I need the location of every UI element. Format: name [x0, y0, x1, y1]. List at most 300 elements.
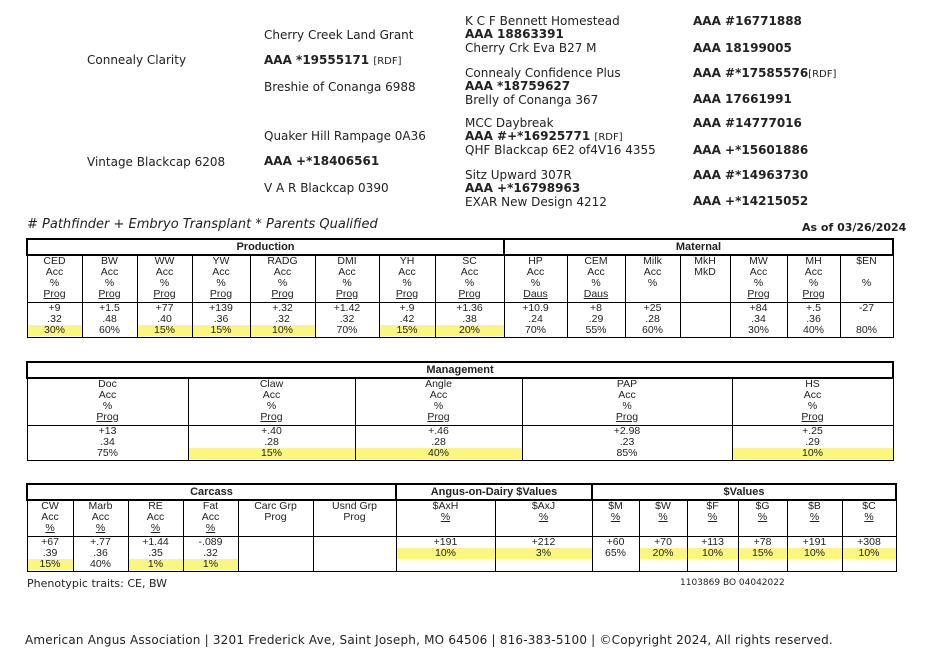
sire-side-name-bottom: V A R Blackcap 0390: [264, 181, 389, 195]
production-header-radg-line: %: [277, 277, 288, 289]
maternal-value-hp-line: 70%: [524, 323, 546, 336]
carcass-value-cw-line: +67: [41, 535, 59, 548]
carcass-header-cw-line: %: [45, 522, 55, 534]
dairy-value-axh: [396, 536, 495, 571]
maternal-header-milk-line: [626, 289, 680, 300]
maternal-header-hp-line: Acc: [526, 266, 545, 278]
values-value-g: [738, 536, 787, 571]
production-header-yw: [192, 255, 250, 302]
production-header-bw-line: %: [104, 277, 115, 289]
maternal-header-cem-line: Acc: [587, 266, 605, 278]
values-value-w: [639, 536, 687, 571]
maternal-value-en-line: -27: [858, 301, 875, 314]
carcass-value-usndgrp: [313, 536, 396, 571]
production-value-sc-line: 20%: [436, 325, 504, 336]
carcass-value-fat-line: .32: [203, 546, 218, 559]
gp-3-name: MCC Daybreak: [465, 116, 554, 130]
maternal-value-cem-line: .29: [588, 312, 604, 325]
management-header-pap-line: PAP: [616, 378, 638, 390]
carcass-header-marb: [73, 500, 128, 536]
dam-name-top: Cherry Creek Land Grant: [264, 28, 414, 42]
management-value-claw-line: 15%: [189, 448, 355, 459]
carcass-value-carcgrp-line: [239, 537, 313, 548]
carcass-value-carcgrp-line: [239, 548, 313, 559]
production-header-yh-line: %: [402, 277, 412, 289]
production-value-radg-line: 10%: [251, 325, 315, 336]
management-value-pap-line: +2.98: [613, 424, 641, 437]
values-header-b-line: %: [809, 511, 820, 523]
maternal-header-cem-line: CEM: [584, 255, 608, 267]
values-header-b: [787, 500, 842, 536]
production-header-ww: [137, 255, 192, 302]
rdf-tag: [RDF]: [808, 69, 837, 80]
production-value-sc: [435, 302, 504, 337]
carcass-value-marb: [73, 536, 128, 571]
maternal-value-milk-line: 60%: [641, 323, 663, 336]
carcass-value-re: [128, 536, 183, 571]
maternal-header-mkh-line: [681, 278, 730, 289]
production-header-ced: [27, 255, 82, 302]
management-value-claw-line: +.40: [261, 424, 282, 437]
ggp-reg-3-line: [693, 66, 836, 80]
dairy-title: Angus-on-Dairy $Values: [396, 484, 592, 500]
production-value-ww-line: .40: [157, 312, 172, 325]
gp-1-reg: AAA 18863391: [465, 27, 564, 41]
production-header-sc: [435, 255, 504, 302]
production-header-ced-line: Prog: [43, 288, 66, 300]
maternal-header-mw-line: Prog: [747, 288, 770, 300]
management-header-hs-line: Prog: [801, 411, 824, 423]
production-value-yw-line: 15%: [193, 325, 250, 336]
carcass-value-usndgrp-line: [314, 559, 396, 570]
management-value-doc: [27, 425, 188, 460]
management-value-pap-line: .23: [619, 435, 635, 448]
management-header-doc-line: Doc: [98, 378, 117, 390]
maternal-header-hp-line: %: [530, 277, 541, 289]
gp-4-name2: EXAR New Design 4212: [465, 195, 607, 209]
gp-3-reg: AAA #+*16925771: [465, 129, 591, 143]
maternal-value-en-line: 80%: [855, 323, 877, 336]
production-header-radg-line: RADG: [267, 255, 298, 267]
carcass-header-marb-line: %: [95, 522, 106, 534]
production-value-ced: [27, 302, 82, 337]
management-header-claw-line: Claw: [259, 378, 284, 390]
carcass-header-fat-line: %: [205, 522, 216, 534]
carcass-header-marb-line: Acc: [91, 511, 110, 523]
carcass-header-usndgrp-line: Usnd Grp: [332, 500, 377, 512]
carcass-value-carcgrp-line: [239, 559, 313, 570]
values-value-w-line: 20%: [640, 548, 687, 559]
carcass-value-carcgrp: [238, 536, 313, 571]
ggp-reg-1: AAA #16771888: [693, 14, 802, 28]
carcass-header-usndgrp-line: Prog: [343, 511, 366, 523]
management-value-angle: [355, 425, 522, 460]
management-header-pap-line: Acc: [618, 389, 636, 401]
production-value-yw-line: +139: [209, 301, 233, 314]
maternal-header-cem: [567, 255, 625, 302]
management-value-claw-line: .28: [264, 435, 279, 448]
management-header-angle-line: %: [433, 400, 444, 412]
management-value-pap-line: 85%: [616, 446, 638, 459]
values-value-c-line: 10%: [843, 548, 896, 559]
production-header-dmi-line: DMI: [337, 255, 357, 267]
production-header-ww-line: WW: [154, 255, 175, 267]
carcass-header-usndgrp: [313, 500, 396, 536]
management-value-hs-line: .29: [805, 435, 820, 448]
ggp-reg-4: AAA 17661991: [693, 92, 792, 106]
maternal-header-en: [840, 255, 893, 302]
maternal-value-milk-line: +25: [643, 301, 662, 314]
maternal-value-mkh-line: [681, 314, 730, 325]
maternal-header-hp-line: HP: [528, 255, 543, 267]
sire-side-name-top: Quaker Hill Rampage 0A36: [264, 129, 426, 143]
document-code: 1103869 BO 04042022: [680, 578, 785, 588]
carcass-header-re: [128, 500, 183, 536]
maternal-value-mw-line: +84: [749, 301, 768, 314]
dairy-header-axj-line: $AxJ: [531, 500, 556, 512]
production-header-dmi: [315, 255, 379, 302]
production-header-ww-line: %: [159, 277, 170, 289]
production-maternal-table: [26, 238, 894, 338]
maternal-value-mh-line: +.5: [806, 301, 821, 314]
production-header-yh-line: Acc: [398, 266, 416, 278]
production-header-dmi-line: Prog: [335, 288, 359, 300]
carcass-value-marb-line: 40%: [89, 557, 111, 570]
management-header-hs-line: Acc: [803, 389, 822, 401]
production-header-dmi-line: %: [342, 277, 352, 289]
maternal-header-mkh-line: [681, 289, 730, 300]
carcass-value-cw-line: .39: [42, 546, 58, 559]
maternal-value-mw: [730, 302, 787, 337]
dairy-value-axh-line: 10%: [397, 548, 495, 559]
production-header-ced-line: CED: [43, 255, 66, 267]
production-header-ced-line: Acc: [45, 266, 64, 278]
ggp-reg-7: AAA #*14963730: [693, 168, 809, 182]
values-header-f-line: $F: [706, 500, 719, 512]
dam-registration: [264, 53, 402, 67]
carcass-header-carcgrp: [238, 500, 313, 536]
production-header-yw-line: Prog: [209, 288, 233, 300]
maternal-value-cem-line: +8: [590, 301, 602, 314]
values-value-f-line: 10%: [688, 548, 738, 559]
production-header-ww-line: Prog: [153, 288, 176, 300]
values-value-g-line: 15%: [739, 548, 787, 559]
values-value-b-line: 10%: [788, 548, 842, 559]
carcass-value-cw-line: 15%: [28, 559, 73, 570]
values-header-f: [687, 500, 738, 536]
values-value-f: [687, 536, 738, 571]
management-value-doc-line: +13: [98, 424, 117, 437]
dairy-header-axh-line: %: [440, 511, 451, 523]
values-header-c-line: $C: [862, 500, 876, 512]
management-header-angle-line: Angle: [425, 378, 452, 390]
management-value-angle-line: 40%: [356, 448, 522, 459]
management-header-pap-line: Prog: [615, 411, 639, 423]
carcass-dairy-values-table: [26, 483, 897, 572]
carcass-value-marb-line: .36: [93, 546, 108, 559]
maternal-header-mw: [730, 255, 787, 302]
carcass-header-carcgrp-line: Prog: [264, 511, 287, 523]
management-value-doc-line: .34: [100, 435, 115, 448]
values-value-g-line: +78: [753, 535, 772, 548]
carcass-value-fat-line: 1%: [184, 559, 238, 570]
dairy-value-axj-line: 3%: [496, 548, 592, 559]
maternal-header-hp: [504, 255, 567, 302]
maternal-value-milk-line: .28: [645, 312, 660, 325]
maternal-header-hp-line: Daus: [523, 288, 548, 300]
gp-2-name2: Brelly of Conanga 367: [465, 93, 599, 107]
carcass-value-re-line: +1.44: [142, 535, 169, 548]
values-value-b-line: +191: [802, 535, 827, 548]
production-header-yw-line: Acc: [212, 266, 230, 278]
management-header-doc-line: Prog: [96, 411, 119, 423]
maternal-header-mkh: [680, 255, 730, 302]
maternal-header-mw-line: MW: [749, 255, 768, 267]
values-value-m: [592, 536, 639, 571]
dam-name-bottom: Breshie of Conanga 6988: [264, 80, 416, 94]
management-header-doc-line: Acc: [98, 389, 117, 401]
production-value-dmi-line: 70%: [336, 323, 358, 336]
gp-1-name2: Cherry Crk Eva B27 M: [465, 41, 597, 55]
maternal-value-mw-line: 30%: [747, 323, 769, 336]
management-header-hs: [732, 378, 893, 425]
production-value-radg-line: +.32: [272, 301, 293, 314]
production-header-sc-line: %: [464, 277, 475, 289]
gp-3-registration: [465, 129, 623, 143]
management-value-angle-line: .28: [431, 435, 446, 448]
maternal-value-mw-line: .34: [751, 312, 766, 325]
production-value-sc-line: .38: [462, 312, 477, 325]
values-title: $Values: [592, 484, 896, 500]
sire-name: Vintage Blackcap 6208: [87, 155, 226, 169]
management-header-claw-line: %: [266, 400, 277, 412]
gp-4-name: Sitz Upward 307R: [465, 168, 572, 182]
symbol-legend: # Pathfinder + Embryo Transplant * Parents Qualified: [27, 217, 378, 232]
production-value-ced-line: .32: [47, 312, 62, 325]
production-value-bw: [82, 302, 137, 337]
maternal-header-en-line: $EN: [856, 255, 877, 267]
dairy-header-axh-line: $AxH: [432, 500, 459, 512]
management-header-claw-line: Prog: [260, 411, 283, 423]
carcass-header-fat-line: Fat: [202, 500, 219, 512]
production-header-sc-line: Prog: [458, 288, 481, 300]
management-header-angle-line: Acc: [429, 389, 448, 401]
carcass-header-re-line: %: [150, 522, 161, 534]
carcass-header-cw: [27, 500, 73, 536]
values-value-m-line: +60: [606, 535, 625, 548]
dairy-header-axh: [396, 500, 495, 536]
maternal-value-mkh-line: [681, 325, 730, 336]
production-value-dmi-line: +1.42: [333, 301, 361, 314]
maternal-value-mh-line: .36: [806, 312, 821, 325]
carcass-value-usndgrp-line: [314, 537, 396, 548]
production-header-ced-line: %: [49, 277, 60, 289]
carcass-header-re-line: RE: [148, 500, 163, 512]
management-header-claw: [188, 378, 355, 425]
production-value-dmi-line: .32: [339, 312, 355, 325]
management-value-claw: [188, 425, 355, 460]
management-table: [26, 361, 894, 461]
ggp-reg-2: AAA 18199005: [693, 41, 792, 55]
values-header-g-line: $G: [755, 500, 770, 512]
maternal-header-cem-line: Daus: [583, 288, 609, 300]
production-header-sc-line: Acc: [460, 266, 479, 278]
carcass-value-usndgrp-line: [314, 548, 396, 559]
production-header-ww-line: Acc: [155, 266, 174, 278]
carcass-header-fat: [183, 500, 238, 536]
values-header-w-line: $W: [655, 500, 671, 512]
production-title: Production: [27, 239, 504, 255]
management-header-hs-line: HS: [805, 378, 820, 390]
values-header-m-line: %: [610, 511, 621, 523]
production-value-yh-line: +.9: [399, 301, 415, 314]
production-header-dmi-line: Acc: [338, 266, 356, 278]
animal-name: Connealy Clarity: [87, 53, 187, 67]
production-value-yh-line: .42: [399, 312, 415, 325]
carcass-value-marb-line: +.77: [90, 535, 111, 548]
production-header-radg-line: Prog: [271, 288, 294, 300]
values-header-m-line: $M: [608, 500, 623, 512]
production-header-sc-line: SC: [462, 255, 477, 267]
maternal-title: Maternal: [504, 239, 893, 255]
maternal-header-milk: [625, 255, 680, 302]
management-header-doc: [27, 378, 188, 425]
management-value-hs: [732, 425, 893, 460]
footer: American Angus Association | 3201 Frederick Ave, Saint Joseph, MO 64506 | 816-383-5100 | ©Copyright 2024, All rights reserved.: [25, 633, 833, 647]
maternal-header-mkh-line: MkD: [694, 266, 716, 278]
production-value-ced-line: 30%: [28, 325, 82, 336]
maternal-header-mh-line: %: [808, 277, 819, 289]
maternal-header-mh-line: MH: [805, 255, 822, 267]
as-of-date: As of 03/26/2024: [802, 221, 907, 234]
management-header-angle: [355, 378, 522, 425]
management-value-hs-line: 10%: [733, 448, 893, 459]
gp-2-reg: AAA *18759627: [465, 79, 571, 93]
carcass-header-carcgrp-line: [239, 523, 313, 534]
maternal-header-mkh-line: MkH: [694, 255, 716, 267]
ggp-reg-5: AAA #14777016: [693, 116, 802, 130]
gp-3-name2: QHF Blackcap 6E2 of4V16 4355: [465, 143, 656, 157]
production-header-bw-line: Acc: [100, 266, 119, 278]
maternal-header-cem-line: %: [591, 277, 601, 289]
management-header-claw-line: Acc: [262, 389, 281, 401]
management-header-doc-line: %: [102, 400, 113, 412]
values-value-m-line: 65%: [604, 546, 626, 559]
carcass-title: Carcass: [27, 484, 396, 500]
maternal-value-milk: [625, 302, 680, 337]
management-header-angle-line: Prog: [427, 411, 450, 423]
gp-4-reg: AAA +*16798963: [465, 181, 581, 195]
management-value-pap: [522, 425, 732, 460]
dairy-header-axj: [495, 500, 592, 536]
ggp-reg-8: AAA +*14215052: [693, 194, 809, 208]
values-header-m: [592, 500, 639, 536]
production-header-bw-line: BW: [101, 255, 118, 267]
carcass-header-carcgrp-line: Carc Grp: [254, 500, 297, 512]
dairy-header-axj-line: %: [538, 511, 549, 523]
sire-registration: AAA +*18406561: [264, 154, 380, 168]
values-value-c: [842, 536, 896, 571]
dairy-value-axj-line: +212: [531, 535, 556, 548]
rdf-tag: [RDF]: [594, 132, 623, 143]
values-value-c-line: +308: [857, 535, 881, 548]
phenotypic-traits: Phenotypic traits: CE, BW: [27, 577, 168, 590]
management-header-pap: [522, 378, 732, 425]
production-value-bw-line: 60%: [98, 323, 120, 336]
dam-reg-number: AAA *19555171: [264, 53, 370, 67]
management-title: Management: [27, 362, 893, 378]
management-value-angle-line: +.46: [428, 424, 449, 437]
production-value-ww: [137, 302, 192, 337]
maternal-value-hp-line: +10.9: [522, 301, 549, 314]
carcass-value-fat-line: -.089: [198, 535, 223, 548]
carcass-header-usndgrp-line: [314, 523, 396, 534]
maternal-value-mkh-line: [681, 303, 730, 314]
carcass-value-cw: [27, 536, 73, 571]
maternal-value-mh: [787, 302, 840, 337]
production-header-yw-line: YW: [212, 255, 230, 267]
management-header-hs-line: %: [807, 400, 818, 412]
production-value-ced-line: +9: [48, 301, 61, 314]
production-value-bw-line: .48: [102, 312, 117, 325]
ggp-reg-6: AAA +*15601886: [693, 143, 809, 157]
production-value-dmi: [315, 302, 379, 337]
values-value-f-line: +113: [701, 535, 724, 548]
maternal-header-milk-line: %: [647, 277, 658, 289]
production-value-yh-line: 15%: [380, 325, 435, 336]
ggp-reg-3: AAA #*17585576: [693, 66, 809, 80]
production-value-bw-line: +1.5: [99, 301, 120, 314]
production-header-radg: [250, 255, 315, 302]
production-value-yh: [379, 302, 435, 337]
carcass-header-cw-line: Acc: [41, 511, 59, 523]
production-value-sc-line: +1.36: [456, 301, 483, 314]
carcass-value-re-line: 1%: [129, 559, 183, 570]
production-header-bw: [82, 255, 137, 302]
values-value-w-line: +70: [654, 535, 672, 548]
dairy-value-axh-line: +191: [433, 535, 458, 548]
maternal-header-en-line: %: [861, 277, 872, 289]
production-header-yh-line: YH: [399, 255, 415, 267]
carcass-value-re-line: .35: [148, 546, 163, 559]
values-header-w-line: %: [658, 511, 668, 523]
maternal-header-mh-line: Prog: [802, 288, 825, 300]
management-value-doc-line: 75%: [96, 446, 118, 459]
maternal-value-hp-line: .24: [528, 312, 543, 325]
maternal-header-milk-line: Milk: [643, 255, 662, 267]
maternal-value-cem-line: 55%: [585, 323, 607, 336]
production-header-radg-line: Acc: [273, 266, 292, 278]
carcass-header-fat-line: Acc: [201, 511, 220, 523]
values-header-c: [842, 500, 896, 536]
values-header-c-line: %: [864, 511, 874, 523]
carcass-header-re-line: Acc: [146, 511, 165, 523]
values-header-f-line: %: [707, 511, 718, 523]
production-value-ww-line: 15%: [138, 325, 192, 336]
production-value-radg: [250, 302, 315, 337]
production-header-yw-line: %: [216, 277, 226, 289]
dairy-value-axj: [495, 536, 592, 571]
maternal-header-en-line: [841, 289, 893, 300]
maternal-value-en: [840, 302, 893, 337]
values-header-w: [639, 500, 687, 536]
management-header-pap-line: %: [622, 400, 632, 412]
production-header-yh: [379, 255, 435, 302]
production-value-radg-line: .32: [275, 312, 290, 325]
production-header-yh-line: Prog: [395, 288, 419, 300]
maternal-header-mh-line: Acc: [804, 266, 823, 278]
maternal-header-milk-line: Acc: [643, 266, 662, 278]
